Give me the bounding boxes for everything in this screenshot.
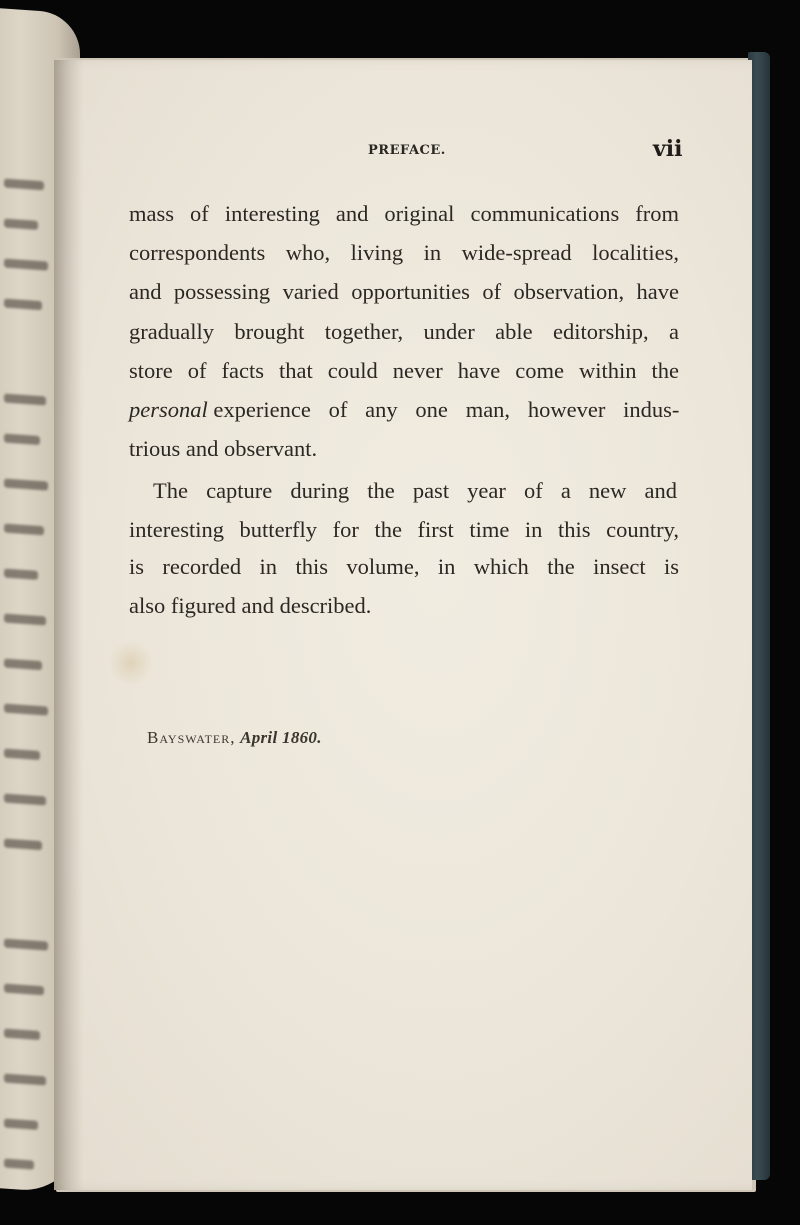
book-page — [54, 60, 752, 1190]
ghost-text — [4, 219, 38, 230]
dateline — [147, 728, 322, 748]
ghost-text — [4, 704, 48, 716]
italic-word: personal — [129, 397, 208, 422]
ghost-text — [4, 479, 48, 491]
ghost-text — [4, 839, 42, 851]
ghost-text — [4, 1119, 38, 1130]
body-line: interesting butterfly for the first time in this country, — [129, 517, 679, 542]
body-line-with-italic — [129, 397, 679, 423]
ghost-text — [4, 794, 46, 806]
ghost-text — [4, 299, 42, 311]
body-line: is recorded in this volume, in which the insect is — [129, 554, 679, 579]
ghost-text — [4, 984, 44, 996]
ghost-text — [4, 1074, 46, 1086]
dateline-date: April 1860. — [240, 728, 322, 747]
body-line: correspondents who, living in wide-spread localities, — [129, 240, 679, 265]
ghost-text — [4, 749, 40, 761]
ghost-text — [4, 1029, 40, 1041]
ghost-text — [4, 569, 38, 580]
body-line: gradually brought together, under able editorship, a — [129, 319, 679, 344]
page-number: vii — [653, 136, 683, 162]
ghost-text — [4, 939, 48, 951]
body-line: also figured and described. — [129, 593, 372, 618]
ghost-text — [4, 614, 46, 626]
body-line-rest: experience of any one man, however indus- — [213, 397, 680, 422]
body-line: trious and observant. — [129, 436, 318, 461]
ghost-text — [4, 259, 48, 271]
ghost-text — [4, 394, 46, 406]
body-line: mass of interesting and original communications from — [129, 201, 679, 226]
body-line: and possessing varied opportunities of observation, have — [129, 279, 679, 304]
ghost-text — [4, 1159, 34, 1170]
ghost-text — [4, 524, 44, 536]
ghost-text — [4, 659, 42, 671]
body-line: The capture during the past year of a new and — [153, 478, 677, 503]
foxing-stain — [108, 640, 154, 686]
dateline-place: Bayswater, — [147, 728, 236, 747]
ghost-text — [4, 179, 44, 191]
body-line: store of facts that could never have come within the — [129, 358, 679, 383]
running-head: PREFACE. — [368, 143, 446, 158]
ghost-text — [4, 434, 40, 446]
